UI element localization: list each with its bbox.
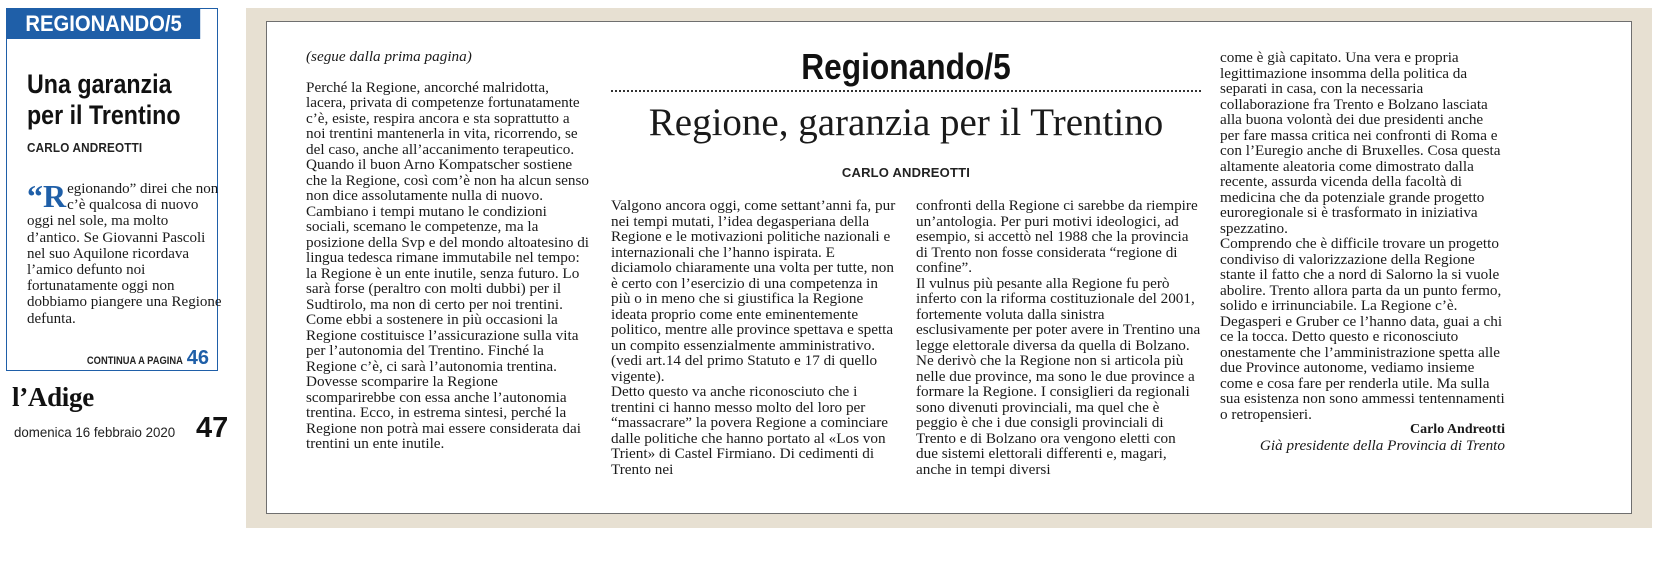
teaser-dropcap: “R <box>27 178 67 214</box>
article-column-3 <box>916 198 1201 477</box>
article-column-4 <box>1220 50 1505 453</box>
teaser-kicker: REGIONANDO/5 <box>7 9 200 39</box>
article-column-1 <box>306 49 591 452</box>
signature-name: Carlo Andreotti <box>1409 422 1505 437</box>
paragraph: Perché la Regione, ancorché malridotta, lacera, privata di competenze fortunatamente c’è, esiste, respira ancora e sta soprattutto a noi trentini mantenerla in vita, ricorrendo, se del caso, anche all’accanimento terapeutico. <box>306 78 580 158</box>
dotted-divider <box>611 90 1201 92</box>
paragraph: Detto questo va anche riconosciuto che i trentini ci hanno messo molto del loro per “massacrare” la povera Regione a cominciare dalle politiche che hanno portato al «Los von Trient» di Castel Firmiano. Di cedimenti di Trento nei <box>611 383 889 478</box>
article-headline: Regione, garanzia per il Trentino <box>648 101 1164 144</box>
page-number: 47 <box>196 412 229 444</box>
article-byline: CARLO ANDREOTTI <box>841 165 971 180</box>
paragraph: Quando il buon Arno Kompatscher sostiene che la Regione, così com’è non ha alcun senso non dice assolutamente nulla di nuovo. Cambiano i tempi mutano le condizioni sociali, scemano le competenze, ma la posizione della Svp e del mondo altoatesino di lingua tedesca rimane immutabile nel tempo: la Regione è un ente inutile, senza futuro. Lo sarà forse (peraltro con molti dubbi) per il Sudtirolo, ma non di certo per noi trentini. <box>306 156 590 313</box>
paragraph: Comprendo che è difficile trovare un progetto condiviso di valorizzazione della Regione stante il fatto che a nord di Salorno la si vuole abolire. Trento allora parta da un punto fermo, solido e irrinunciabile. La Regione c’è. Degasperi e Gruber ce l’hanno data, guai a chi ce la tocca. Detto questo e riconosciuto onestamente che l’amministrazione spetta alle due Province autonome, vediamo insieme come e cosa fare per renderla utile. Ma sulla sua esistenza non sono ammessi tentennamenti o retropensieri. <box>1220 235 1505 423</box>
segue-note: (segue dalla prima pagina) <box>306 48 472 65</box>
article-kicker: Regionando/5 <box>801 46 1011 87</box>
teaser-title-line-2: per il Trentino <box>27 100 181 130</box>
continua-a-pagina-link[interactable] <box>70 347 209 370</box>
teaser-title <box>27 69 190 131</box>
teaser-title-line-1: Una garanzia <box>27 69 172 99</box>
paragraph: Valgono ancora oggi, come settant’anni fa, pur nei tempi mutati, l’idea degasperiana della Regione e le motivazioni politiche nazionali e internazionali che l’hanno ispirata. E diciamolo chiaramente una volta per tutte, non è certo con l’esercizio di una competenza in più o in meno che si giustifica la Regione ideata proprio come ente eminentemente politico, mentre alle province spettava e spetta un compito essenzialmente amministrativo. (vedi art.14 del primo Statuto e 17 di quello vigente). <box>611 197 896 385</box>
paragraph: confronti della Regione ci sarebbe da riempire un’antologia. Per puri motivi ideologici, ad esempio, si accettò nel 1988 che la provincia di Trento non fosse considerata “regione di confine”. <box>916 197 1198 276</box>
signature-role: Già presidente della Provincia di Trento <box>1259 436 1505 454</box>
teaser-author: CARLO ANDREOTTI <box>27 140 143 155</box>
continua-page-number: 46 <box>186 347 209 369</box>
teaser-box <box>6 8 222 371</box>
paragraph: come è già capitato. Una vera e propria legittimazione insomma della politica da separati in casa, con la necessaria collaborazione fra Trento e Bolzano lasciata alla buona volontà dei due presidenti anche per fare massa critica nei confronti di Roma e con l’Euregio anche di Bruxelles. Cosa questa altamente aleatoria come dimostrato dalla recente, assurda vicenda della facoltà di medicina che da potenziale grande progetto euroregionale si è trasformato in iniziativa spezzatino. <box>1220 49 1501 237</box>
article-clipping <box>266 21 1632 514</box>
paragraph: Il vulnus più pesante alla Regione fu però inferto con la riforma costituzionale del 2001, fortemente voluta dalla sinistra esclusivamente per poter avere in Trentino una legge elettorale diversa da quella di Bolzano. Ne derivò che la Regione non si articola più nelle due province, ma sono le due province a formare la Regione. I consiglieri da regionali sono divenuti provinciali, ma quel che è peggio è che i due consigli provinciali di Trento e di Bolzano ora vengono eletti con due sistemi elettorali differenti e, magari, anche in tempi diversi <box>916 274 1201 478</box>
teaser-body <box>27 178 223 327</box>
paragraph: Come ebbi a sostenere in più occasioni la Regione costituisce l’assicurazione sulla vita per l’autonomia del Trentino. Finché la Regione c’è, ci sarà l’autonomia trentina. Dovesse scomparire la Regione scomparirebbe con essa anche l’autonomia trentina. Ecco, in estrema sintesi, perché la Regione non potrà mai essere considerata dai trentini un ente inutile. <box>306 311 581 452</box>
continua-label: CONTINUA A PAGINA <box>86 355 183 367</box>
dateline: domenica 16 febbraio 2020 <box>14 424 176 440</box>
article-column-2 <box>611 198 896 477</box>
teaser-body-text: egionando” direi che non c’è qualcosa di nuovo oggi nel sole, ma molto d’antico. Se Giovanni Pascoli nel suo Aquilone ricordava l’amico defunto noi fortunatamente oggi non dobbiamo piangere una Regione defunta. <box>27 181 222 327</box>
newspaper-masthead: l’Adige <box>12 382 94 412</box>
